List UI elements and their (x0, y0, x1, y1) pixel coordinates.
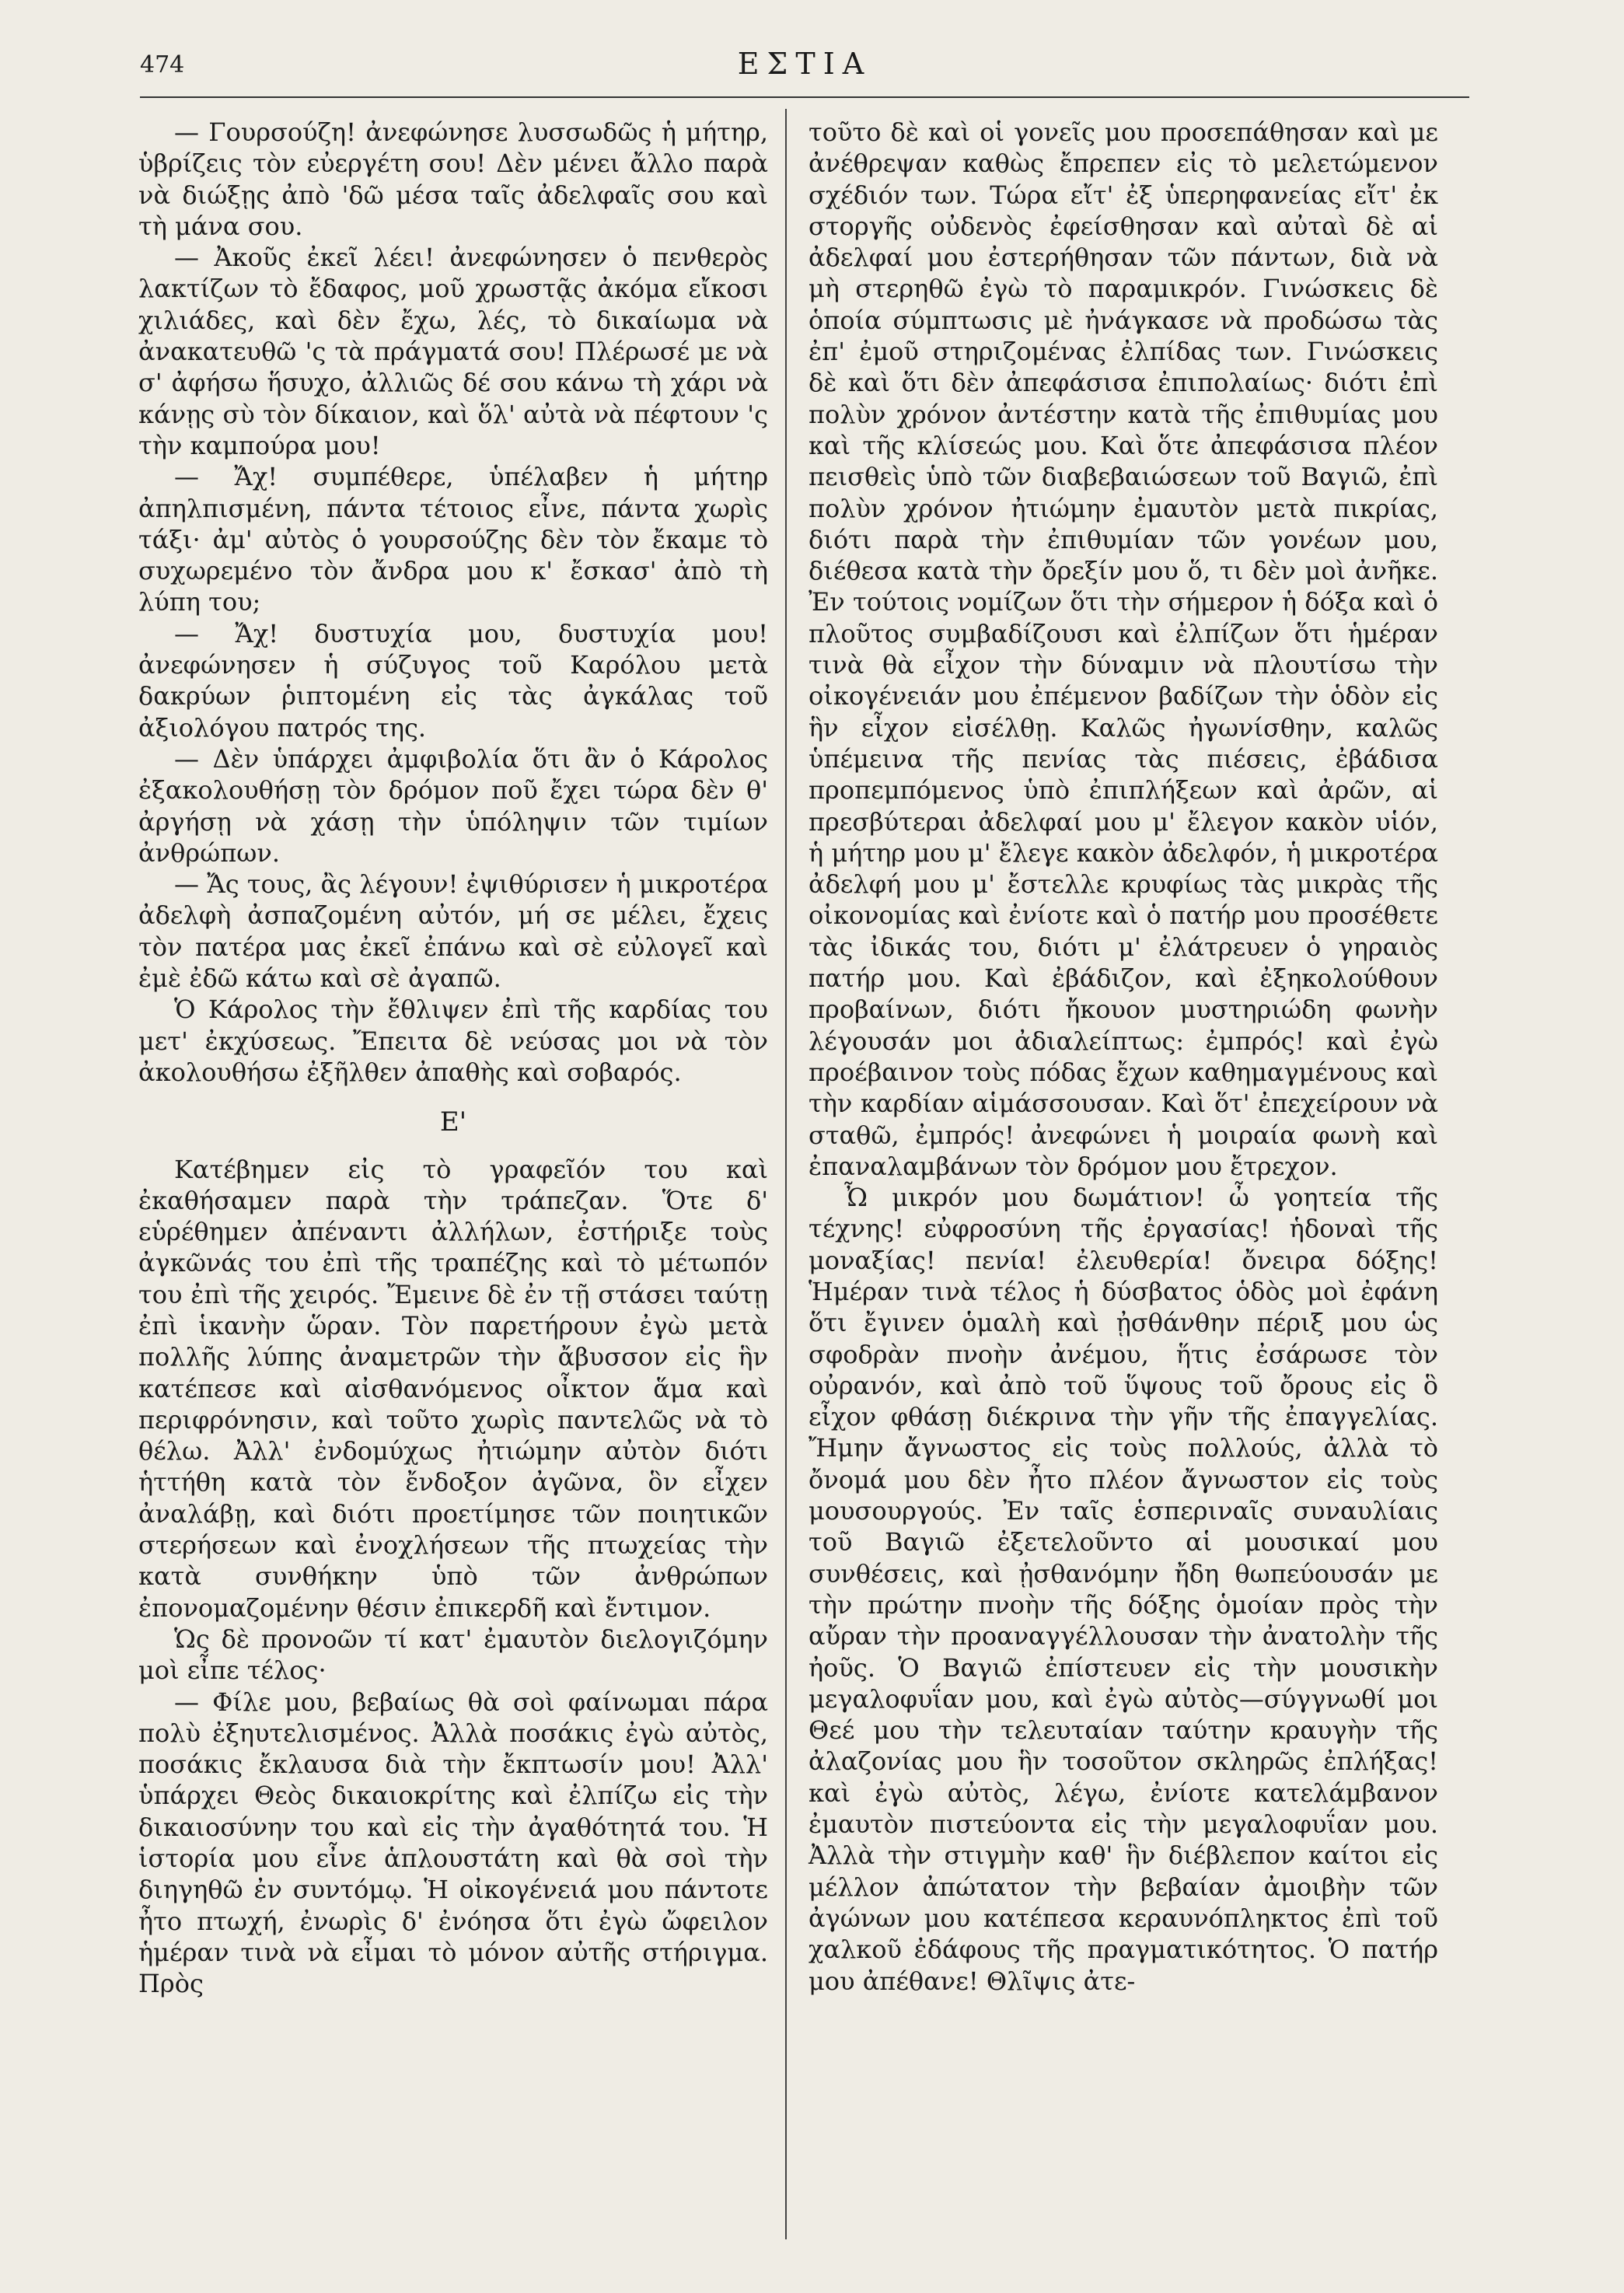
header-rule (140, 96, 1469, 98)
paragraph: Ὡς δὲ προνοῶν τί κατ' ἐμαυτὸν διελογιζόμην μοὶ εἶπε τέλος· (138, 1624, 768, 1686)
paragraph: — Ἀκοῦς ἐκεῖ λέει! ἀνεφώνησεν ὁ πενθερὸς λακτίζων τὸ ἔδαφος, μοῦ χρωστᾷς ἀκόμα εἴκοσι χιλιάδες, καὶ δὲν ἔχω, λές, τὸ δικαίωμα νὰ ἀνακατευθῶ 'ς τὰ πράγματά σου! Πλέρωσέ με νὰ σ' ἀφήσω ἥσυχο, ἀλλιῶς δέ σου κάνω τὴ χάρι νὰ κάνῃς σὺ τὸν δίκαιον, καὶ ὅλ' αὐτὰ νὰ πέφτουν 'ς τὴν καμπούρα μου! (138, 243, 768, 460)
paragraph: — Ἄς τους, ἂς λέγουν! ἐψιθύρισεν ἡ μικροτέρα ἀδελφὴ ἀσπαζομένη αὐτόν, μή σε μέλει, ἔχεις τὸν πατέρα μας ἐκεῖ ἐπάνω καὶ σὲ εὐλογεῖ καὶ ἐμὲ ἐδῶ κάτω καὶ σὲ ἀγαπῶ. (138, 869, 768, 994)
paragraph: τοῦτο δὲ καὶ οἱ γονεῖς μου προσεπάθησαν καὶ με ἀνέθρεψαν καθὼς ἔπρεπεν εἰς τὸ μελετώμενον σχέδιόν των. Τώρα εἴτ' ἐξ ὑπερηφανείας εἴτ' ἐκ στοργῆς οὐδενὸς ἐφείσθησαν καὶ αὐταὶ δὲ αἱ ἀδελφαί μου ἐστερήθησαν τῶν πάντων, διὰ νὰ μὴ στερηθῶ ἐγὼ τὸ παραμικρόν. Γινώσκεις δὲ ὁποία σύμπτωσις μὲ ἠνάγκασε νὰ προδώσω τὰς ἐπ' ἐμοῦ στηριζομένας ἐλπίδας των. Γινώσκεις δὲ καὶ ὅτι δὲν ἀπεφάσισα ἐπιπολαίως· διότι ἐπὶ πολὺν χρόνον ἀντέστην κατὰ τῆς ἐπιθυμίας μου καὶ τῆς κλίσεώς μου. Καὶ ὅτε ἀπεφάσισα πλέον πεισθεὶς ὑπὸ τῶν διαβεβαιώσεων τοῦ Βαγιῶ, ἐπὶ πολὺν χρόνον ἠτιώμην ἐμαυτὸν μετὰ πικρίας, διότι παρὰ τὴν ἐπιθυμίαν τῶν γονέων μου, διέθεσα κατὰ τὴν ὄρεξίν μου ὅ, τι δὲν μοὶ ἀνῆκε. Ἐν τούτοις νομίζων ὅτι τὴν σήμερον ἡ δόξα καὶ ὁ πλοῦτος συμβαδίζουσι καὶ ἐλπίζων ὅτι ἡμέραν τινὰ θὰ εἶχον τὴν δύναμιν νὰ πλουτίσω τὴν οἰκογένειάν μου ἐπέμενον βαδίζων τὴν ὁδὸν εἰς ἣν εἶχον εἰσέλθῃ. Καλῶς ἠγωνίσθην, καλῶς ὑπέμεινα τῆς πενίας τὰς πιέσεις, ἐβάδισα προπεμπόμενος ὑπὸ ἐπιπλήξεων καὶ ἀρῶν, αἱ πρεσβύτεραι ἀδελφαί μου μ' ἔλεγον κακὸν υἱόν, ἡ μήτηρ μου μ' ἔλεγε κακὸν ἀδελφόν, ἡ μικροτέρα ἀδελφή μου μ' ἔστελλε κρυφίως τὰς μικρὰς τῆς οἰκονομίας καὶ ἐνίοτε καὶ ὁ πατήρ μου προσέθετε τὰς ἰδικάς του, διότι μ' ἐλάτρευεν ὁ γηραιὸς πατήρ μου. Καὶ ἐβάδιζον, καὶ ἐξηκολούθουν προβαίνων, διότι ἤκουον μυστηριώδη φωνὴν λέγουσάν μοι ἀδιαλείπτως: ἐμπρός! καὶ ἐγὼ προέβαινον τοὺς πόδας ἔχων καθημαγμένους καὶ τὴν καρδίαν αἱμάσσουσαν. Καὶ ὅτ' ἐπεχείρουν νὰ σταθῶ, ἐμπρός! ἀνεφώνει ἡ μοιραία φωνὴ καὶ ἐπαναλαμβάνων τὸν δρόμον μου ἔτρεχον. (809, 117, 1438, 1181)
paragraph: — Φίλε μου, βεβαίως θὰ σοὶ φαίνωμαι πάρα πολὺ ἐξηυτελισμένος. Ἀλλὰ ποσάκις ἐγὼ αὐτὸς, ποσάκις ἔκλαυσα διὰ τὴν ἔκπτωσίν μου! Ἀλλ' ὑπάρχει Θεὸς δικαιοκρίτης καὶ ἐλπίζω εἰς τὴν δικαιοσύνην του καὶ εἰς τὴν ἀγαθότητά του. Ἡ ἱστορία μου εἶνε ἁπλουστάτη καὶ θὰ σοὶ τὴν διηγηθῶ ἐν συντόμῳ. Ἡ οἰκογένειά μου πάντοτε ἦτο πτωχή, ἐνωρὶς δ' ἐνόησα ὅτι ἐγὼ ὤφειλον ἡμέραν τινὰ νὰ εἶμαι τὸ μόνον αὐτῆς στήριγμα. Πρὸς (138, 1687, 768, 1999)
right-column (809, 117, 1438, 1997)
paragraph: — Δὲν ὑπάρχει ἀμφιβολία ὅτι ἂν ὁ Κάρολος ἐξακολουθήσῃ τὸν δρόμον ποῦ ἔχει τώρα δὲν θ' ἀργήσῃ νὰ χάσῃ τὴν ὑπόληψιν τῶν τιμίων ἀνθρώπων. (138, 743, 768, 868)
page-header (140, 45, 1469, 92)
paragraph: — Γουρσούζη! ἀνεφώνησε λυσσωδῶς ἡ μήτηρ, ὑβρίζεις τὸν εὐεργέτη σου! Δὲν μένει ἄλλο παρὰ νὰ διώξῃς ἀπὸ 'δῶ μέσα ταῖς ἀδελφαῖς σου καὶ τὴ μάνα σου. (138, 117, 768, 241)
paragraph: Ὁ Κάρολος τὴν ἔθλιψεν ἐπὶ τῆς καρδίας του μετ' ἐκχύσεως. Ἔπειτα δὲ νεύσας μοι νὰ τὸν ἀκολουθήσω ἐξῆλθεν ἀπαθὴς καὶ σοβαρός. (138, 994, 768, 1087)
page-number: 474 (140, 51, 185, 79)
left-column (138, 117, 768, 2000)
section-heading: Ε' (439, 1106, 467, 1138)
column-divider (785, 109, 787, 2239)
paragraph: Ὦ μικρόν μου δωμάτιον! ὦ γοητεία τῆς τέχνης! εὐφροσύνη τῆς ἐργασίας! ἡδοναὶ τῆς μοναξίας! πενία! ἐλευθερία! ὄνειρα δόξης! Ἡμέραν τινὰ τέλος ἡ δύσβατος ὁδὸς μοὶ ἐφάνη ὅτι ἔγινεν ὁμαλὴ καὶ ᾐσθάνθην πέριξ μου ὡς σφοδρὰν πνοὴν ἀνέμου, ἥτις ἐσάρωσε τὸν οὐρανόν, καὶ ἀπὸ τοῦ ὕψους τοῦ ὄρους εἰς ὃ εἶχον φθάσῃ διέκρινα τὴν γῆν τῆς ἐπαγγελίας. Ἤμην ἄγνωστος εἰς τοὺς πολλούς, ἀλλὰ τὸ ὄνομά μου δὲν ἦτο πλέον ἄγνωστον εἰς τοὺς μουσουργούς. Ἐν ταῖς ἑσπεριναῖς συναυλίαις τοῦ Βαγιῶ ἐξετελοῦντο αἱ μουσικαί μου συνθέσεις, καὶ ᾐσθανόμην ἤδη θωπεύουσάν με τὴν πρώτην πνοὴν τῆς δόξης ὁμοίαν πρὸς τὴν αὔραν τὴν προαναγγέλλουσαν τὴν ἀνατολὴν τῆς ἠοῦς. Ὁ Βαγιῶ ἐπίστευεν εἰς τὴν μουσικὴν μεγαλοφυΐαν μου, καὶ ἐγὼ αὐτὸς—σύγγνωθί μοι Θεέ μου τὴν τελευταίαν ταύτην κραυγὴν τῆς ἀλαζονίας μου ἣν τοσοῦτον σκληρῶς ἐπλήξας! καὶ ἐγὼ αὐτὸς, λέγω, ἐνίοτε κατελάμβανον ἐμαυτὸν πιστεύοντα εἰς τὴν μεγαλοφυΐαν μου. Ἀλλὰ τὴν στιγμὴν καθ' ἣν διέβλεπον καίτοι εἰς μέλλον ἀπώτατον τὴν βεβαίαν ἀμοιβὴν τῶν ἀγώνων μου κατέπεσα κεραυνόπληκτος ἐπὶ τοῦ χαλκοῦ ἐδάφους τῆς πραγματικότητος. Ὁ πατήρ μου ἀπέθανε! Θλῖψις ἀτε- (809, 1183, 1438, 1996)
journal-title: ΕΣΤΙΑ (737, 47, 872, 81)
paragraph: — Ἄχ! δυστυχία μου, δυστυχία μου! ἀνεφώνησεν ἡ σύζυγος τοῦ Καρόλου μετὰ δακρύων ῥιπτομένη εἰς τὰς ἀγκάλας τοῦ ἀξιολόγου πατρός της. (138, 618, 768, 743)
paragraph: Κατέβημεν εἰς τὸ γραφεῖόν του καὶ ἐκαθήσαμεν παρὰ τὴν τράπεζαν. Ὅτε δ' εὑρέθημεν ἀπέναντι ἀλλήλων, ἐστήριξε τοὺς ἀγκῶνάς του ἐπὶ τῆς τραπέζης καὶ τὸ μέτωπόν του ἐπὶ τῆς χειρός. Ἔμεινε δὲ ἐν τῇ στάσει ταύτῃ ἐπὶ ἱκανὴν ὥραν. Τὸν παρετήρουν ἐγὼ μετὰ πολλῆς λύπης ἀναμετρῶν τὴν ἄβυσσον εἰς ἣν κατέπεσε καὶ αἰσθανόμενος οἶκτον ἅμα καὶ περιφρόνησιν, καὶ τοῦτο χωρὶς παντελῶς νὰ τὸ θέλω. Ἀλλ' ἐνδομύχως ἠτιώμην αὐτὸν διότι ἡττήθη κατὰ τὸν ἔνδοξον ἀγῶνα, ὃν εἶχεν ἀναλάβῃ, καὶ διότι προετίμησε τῶν ποιητικῶν στερήσεων καὶ ἐνοχλήσεων τῆς πτωχείας τὴν κατὰ συνθήκην ὑπὸ τῶν ἀνθρώπων ἐπονομαζομένην θέσιν ἐπικερδῆ καὶ ἔντιμον. (138, 1154, 768, 1623)
paragraph: — Ἄχ! συμπέθερε, ὑπέλαβεν ἡ μήτηρ ἀπηλπισμένη, πάντα τέτοιος εἶνε, πάντα χωρὶς τάξι· ἀμ' αὐτὸς ὁ γουρσούζης δὲν τὸν ἔκαμε τὸ συχωρεμένο τὸν ἄνδρα μου κ' ἔσκασ' ἀπὸ τὴ λύπη του; (138, 462, 768, 617)
